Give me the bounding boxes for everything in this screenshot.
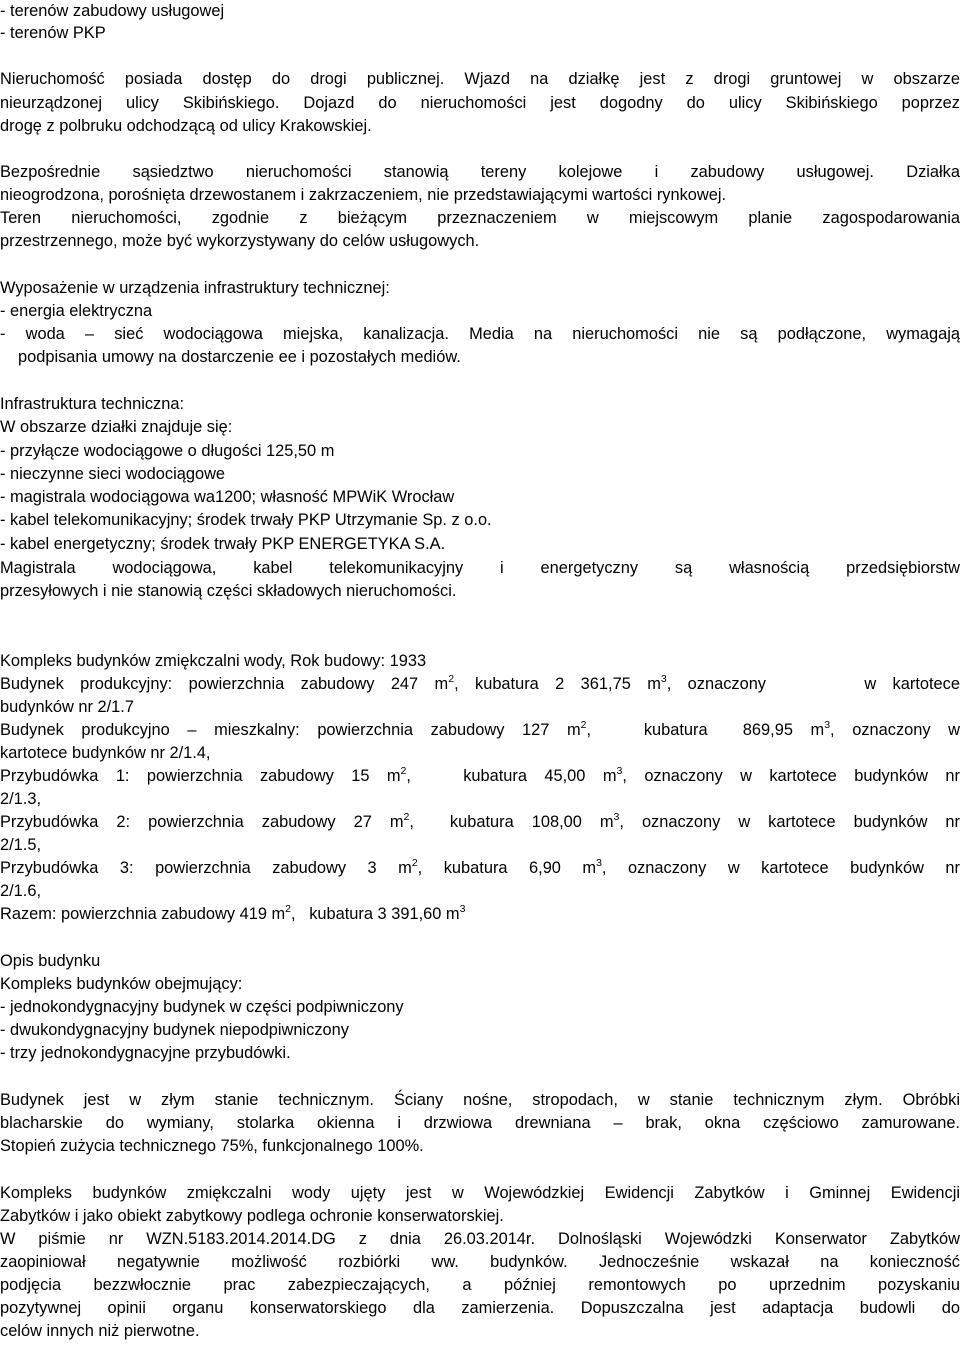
list-item: - magistrala wodociągowa wa1200; własność MPWiK Wrocław <box>0 488 455 506</box>
text-line: Kompleks budynków obejmujący: <box>0 975 243 993</box>
building-row: Przybudówka 3: powierzchnia zabudowy 3 $m^2$, kubatura 6,90 $m^3$, oznaczony w kartotece budynków nr <box>0 857 960 877</box>
text-line: Magistrala wodociągowa, kabel telekomunikacyjny i energetyczny są własnością przedsiębiorstw <box>0 559 960 577</box>
text-line: przesyłowych i nie stanowią części składowych nieruchomości. <box>0 582 457 600</box>
text-line: 2/1.6, <box>0 882 42 900</box>
text-line: zaopiniował negatywnie możliwość rozbiórki ww. budynków. Jednocześnie wskazał na konieczność <box>0 1253 960 1271</box>
text-line: Bezpośrednie sąsiedztwo nieruchomości stanowią tereny kolejowe i zabudowy usługowej. Działka <box>0 163 960 181</box>
section-heading: Opis budynku <box>0 952 101 970</box>
list-item: - trzy jednokondygnacyjne przybudówki. <box>0 1044 291 1062</box>
text-line: drogę z polbruku odchodzącą od ulicy Krakowskiej. <box>0 117 372 135</box>
text-line: 2/1.5, <box>0 836 42 854</box>
text-line: pozytywnej opinii organu konserwatorskiego dla zamierzenia. Dopuszczalna jest adaptacja budowli do <box>0 1299 960 1317</box>
text-line: nieogrodzona, porośnięta drzewostanem i zakrzaczeniem, nie przedstawiającymi wartości rynkowej. <box>0 186 727 204</box>
text-line: Nieruchomość posiada dostęp do drogi publicznej. Wjazd na działkę jest z drogi gruntowej w obszarze <box>0 70 960 88</box>
text-line: 2/1.3, <box>0 790 42 808</box>
text-line: celów innych niż pierwotne. <box>0 1322 200 1340</box>
list-item: - energia elektryczna <box>0 302 153 320</box>
list-item: - dwukondygnacyjny budynek niepodpiwniczony <box>0 1021 349 1039</box>
building-row: Budynek produkcyjno – mieszkalny: powierzchnia zabudowy 127 $m^2$, kubatura 869,95 $m^3$, oznaczony w <box>0 719 960 739</box>
text-line: Stopień zużycia technicznego 75%, funkcjonalnego 100%. <box>0 1137 424 1155</box>
list-item: - woda – sieć wodociągowa miejska, kanalizacja. Media na nieruchomości nie są podłączone, wymagają <box>0 325 960 343</box>
building-row: Budynek produkcyjny: powierzchnia zabudowy 247 $m^2$, kubatura 2 361,75 $m^3$, oznaczony w kartotece <box>0 673 960 693</box>
text-line: - terenów zabudowy usługowej <box>0 2 225 20</box>
text-line: Zabytków i jako obiekt zabytkowy podlega ochronie konserwatorskiej. <box>0 1207 504 1225</box>
building-row: Przybudówka 1: powierzchnia zabudowy 15 $m^2$, kubatura 45,00 $m^3$, oznaczony w kartotece budynków nr <box>0 765 960 785</box>
list-item: - jednokondygnacyjny budynek w części podpiwniczony <box>0 998 404 1016</box>
text-line: podjęcia bezzwłocznie prac zabezpieczających, a później remontowych po uprzednim pozyskaniu <box>0 1276 960 1294</box>
text-line: Teren nieruchomości, zgodnie z bieżącym przeznaczeniem w miejscowym planie zagospodarowania <box>0 209 960 227</box>
text-line: W obszarze działki znajduje się: <box>0 418 233 436</box>
text-line: kartotece budynków nr 2/1.4, <box>0 744 211 762</box>
text-line: blacharskie do wymiany, stolarka okienna i drzwiowa drewniana – brak, okna częściowo zamurowane. <box>0 1114 960 1132</box>
text-line: Kompleks budynków zmiękczalni wody ujęty jest w Wojewódzkiej Ewidencji Zabytków i Gminnej Ewidencji <box>0 1184 960 1202</box>
text-line: przestrzennego, może być wykorzystywany do celów usługowych. <box>0 232 480 250</box>
building-row: Przybudówka 2: powierzchnia zabudowy 27 $m^2$, kubatura 108,00 $m^3$, oznaczony w kartotece budynków nr <box>0 811 960 831</box>
list-item: - nieczynne sieci wodociągowe <box>0 465 226 483</box>
building-row: Razem: powierzchnia zabudowy 419 $m^2$, kubatura 3 391,60 $m^3$ <box>0 903 466 923</box>
text-line: podpisania umowy na dostarczenie ee i pozostałych mediów. <box>18 348 461 366</box>
text-line: nieurządzonej ulicy Skibińskiego. Dojazd do nieruchomości jest dogodny do ulicy Skibińskiego poprzez <box>0 94 960 112</box>
list-item: - kabel energetyczny; środek trwały PKP ENERGETYKA S.A. <box>0 535 446 553</box>
section-heading: Infrastruktura techniczna: <box>0 395 185 413</box>
text-line: Wyposażenie w urządzenia infrastruktury technicznej: <box>0 279 390 297</box>
text-line: Budynek jest w złym stanie technicznym. Ściany nośne, stropodach, w stanie technicznym złym. Obróbki <box>0 1091 960 1109</box>
list-item: - kabel telekomunikacyjny; środek trwały PKP Utrzymanie Sp. z o.o. <box>0 511 492 529</box>
text-line: - terenów PKP <box>0 24 106 42</box>
text-line: Kompleks budynków zmiękczalni wody, Rok budowy: 1933 <box>0 652 427 670</box>
text-line: budynków nr 2/1.7 <box>0 698 134 716</box>
text-line: W piśmie nr WZN.5183.2014.2014.DG z dnia 26.03.2014r. Dolnośląski Wojewódzki Konserwator Zabytków <box>0 1230 960 1248</box>
list-item: - przyłącze wodociągowe o długości 125,50 m <box>0 442 335 460</box>
